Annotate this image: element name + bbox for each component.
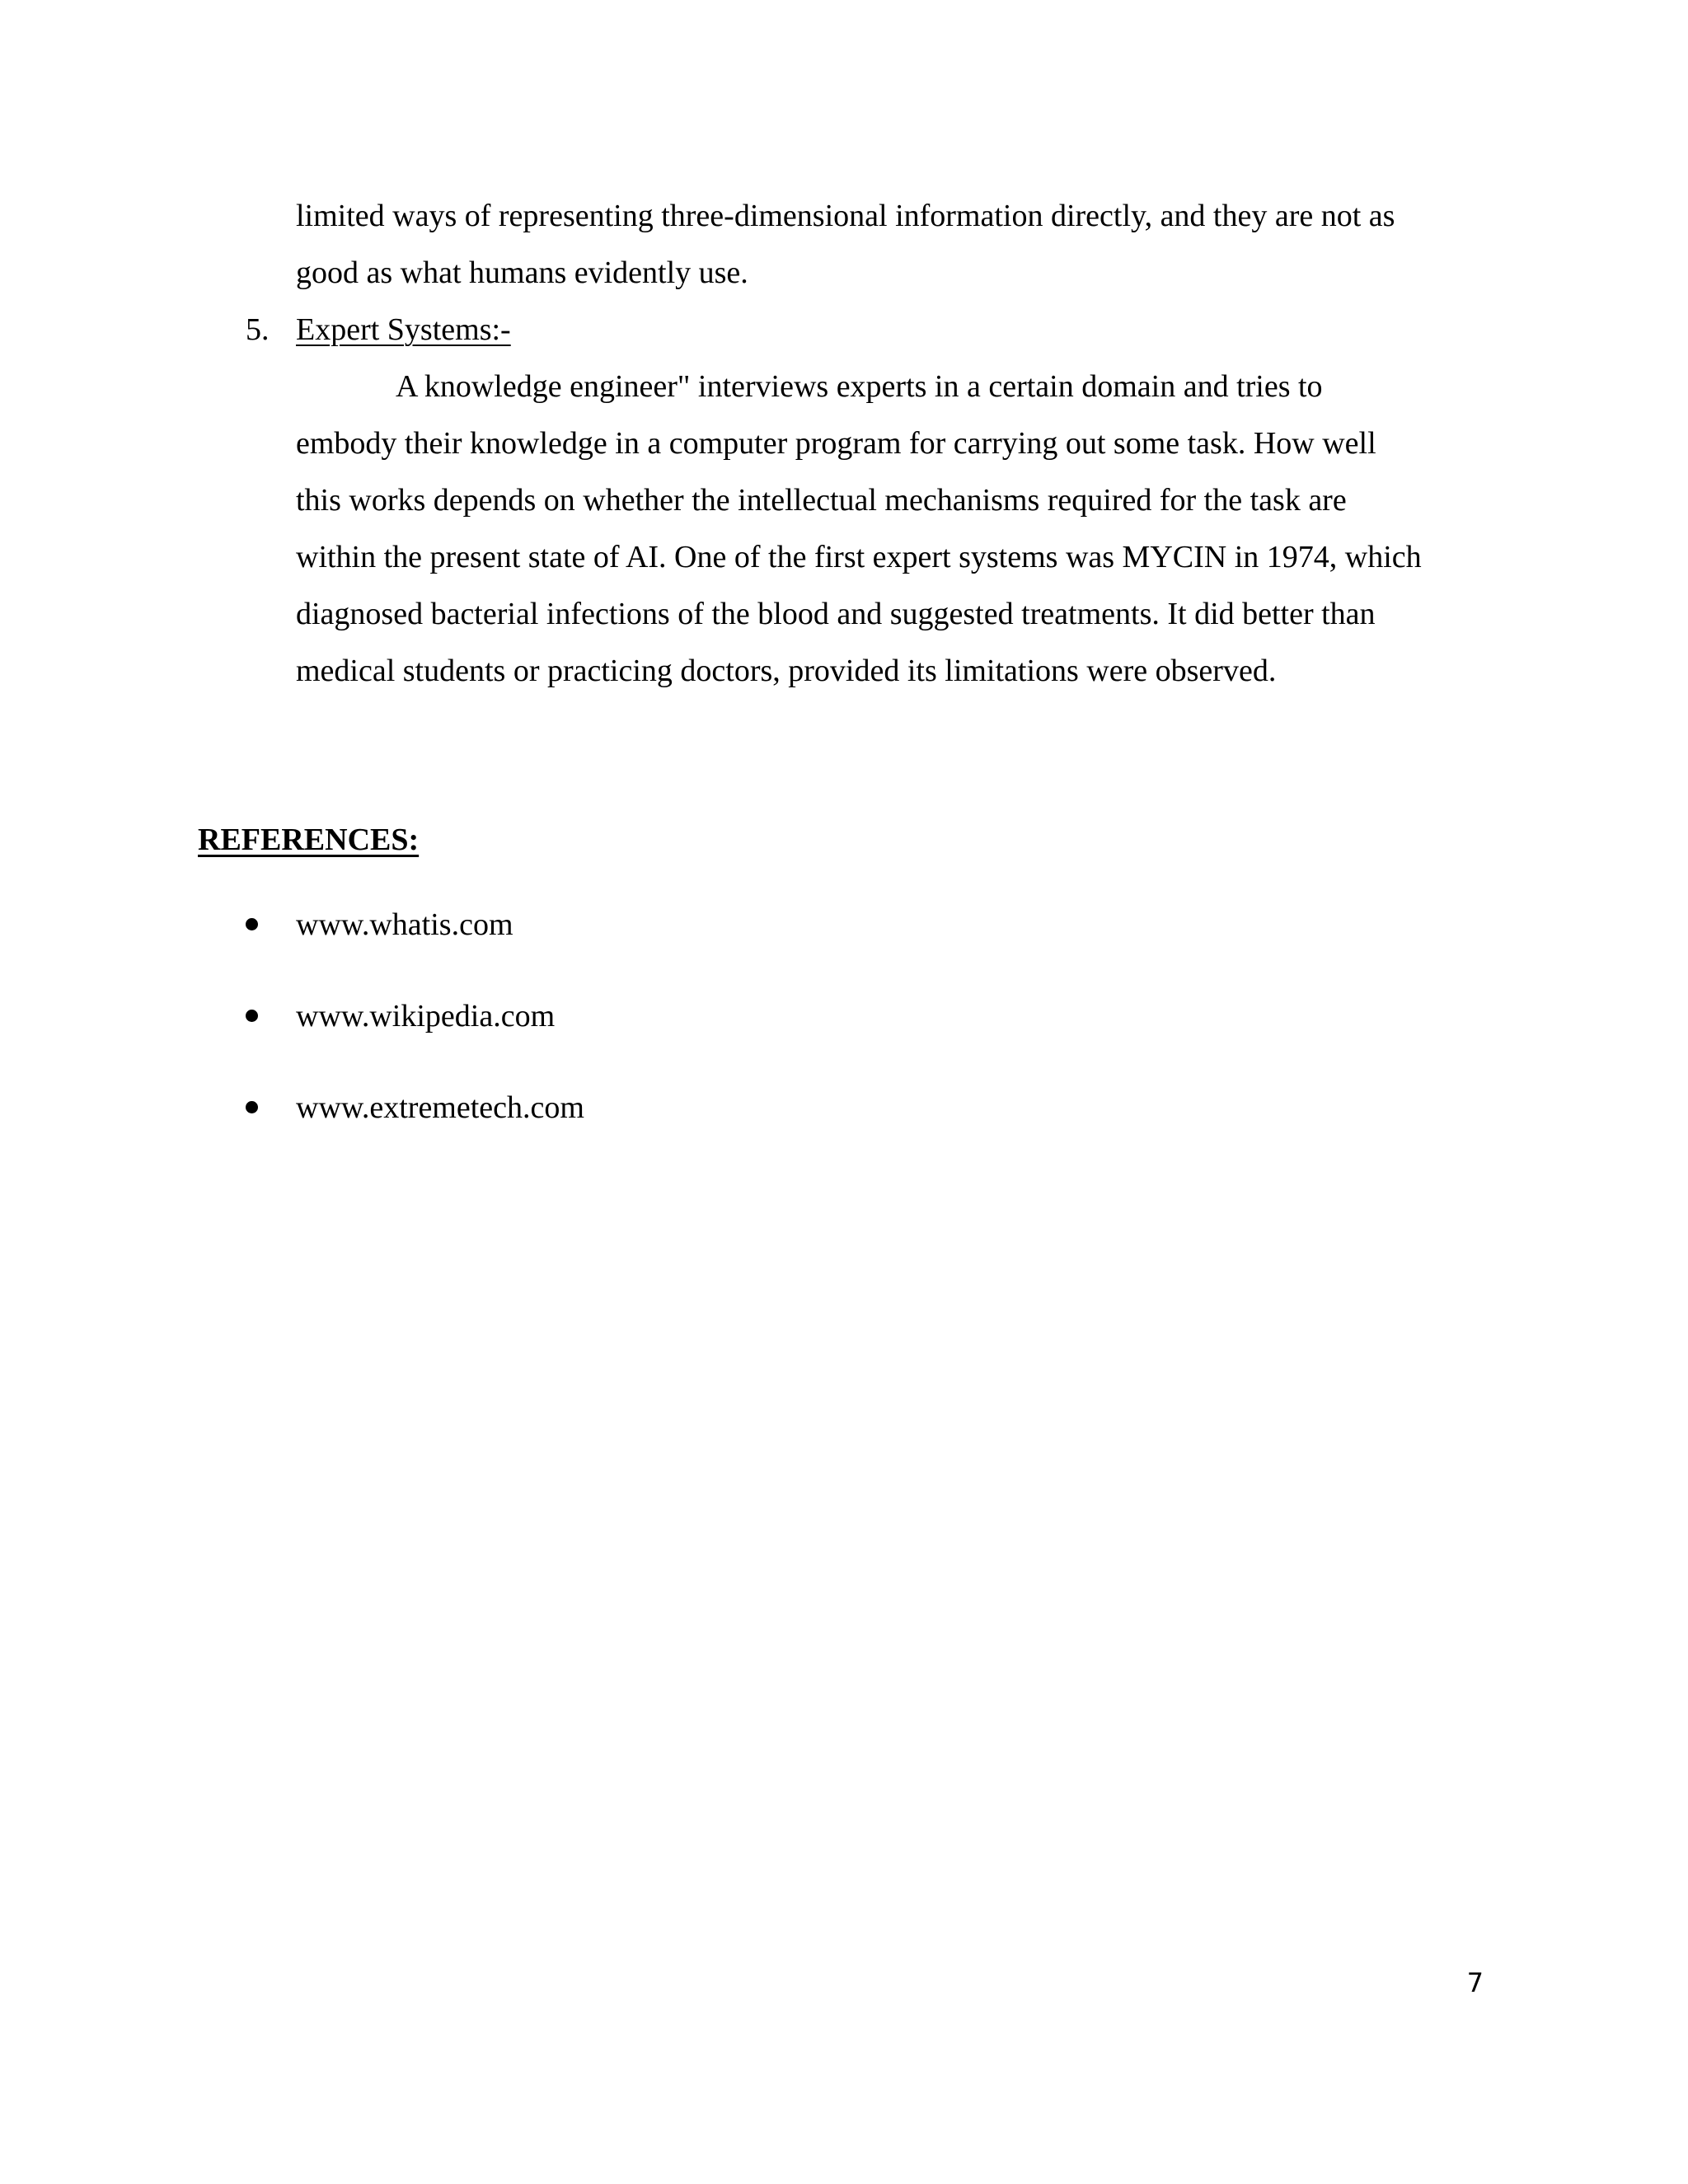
continued-paragraph [296, 188, 1491, 302]
expert-systems-paragraph [296, 359, 1491, 700]
reference-text: www.extremetech.com [296, 1090, 584, 1125]
reference-item [0, 897, 1688, 988]
list-item-expert-systems [246, 302, 511, 359]
list-item-number: 5. [246, 312, 270, 347]
paragraph-line: diagnosed bacterial infections of the blood and suggested treatments. It did better than [296, 597, 1376, 631]
paragraph-line: limited ways of representing three-dimensional information directly, and they are not as [296, 199, 1395, 233]
bullet-icon [246, 1101, 258, 1113]
list-item-heading: Expert Systems:- [296, 312, 511, 347]
page-number: 7 [1466, 1967, 1484, 1999]
bullet-icon [246, 1010, 258, 1022]
references-heading: REFERENCES: [198, 823, 420, 857]
reference-item [0, 1080, 1688, 1171]
bullet-icon [246, 918, 258, 930]
paragraph-line: this works depends on whether the intellectual mechanisms required for the task are [296, 483, 1347, 518]
reference-text: www.wikipedia.com [296, 999, 556, 1033]
paragraph-line: embody their knowledge in a computer program for carrying out some task. How well [296, 426, 1376, 461]
paragraph-line: medical students or practicing doctors, provided its limitations were observed. [296, 654, 1277, 688]
reference-item [0, 988, 1688, 1080]
paragraph-line: A knowledge engineer" interviews experts in a certain domain and tries to [396, 369, 1323, 404]
paragraph-line: within the present state of AI. One of the first expert systems was MYCIN in 1974, which [296, 540, 1422, 574]
reference-text: www.whatis.com [296, 907, 513, 942]
paragraph-line: good as what humans evidently use. [296, 255, 748, 290]
references-list [0, 897, 1688, 1171]
